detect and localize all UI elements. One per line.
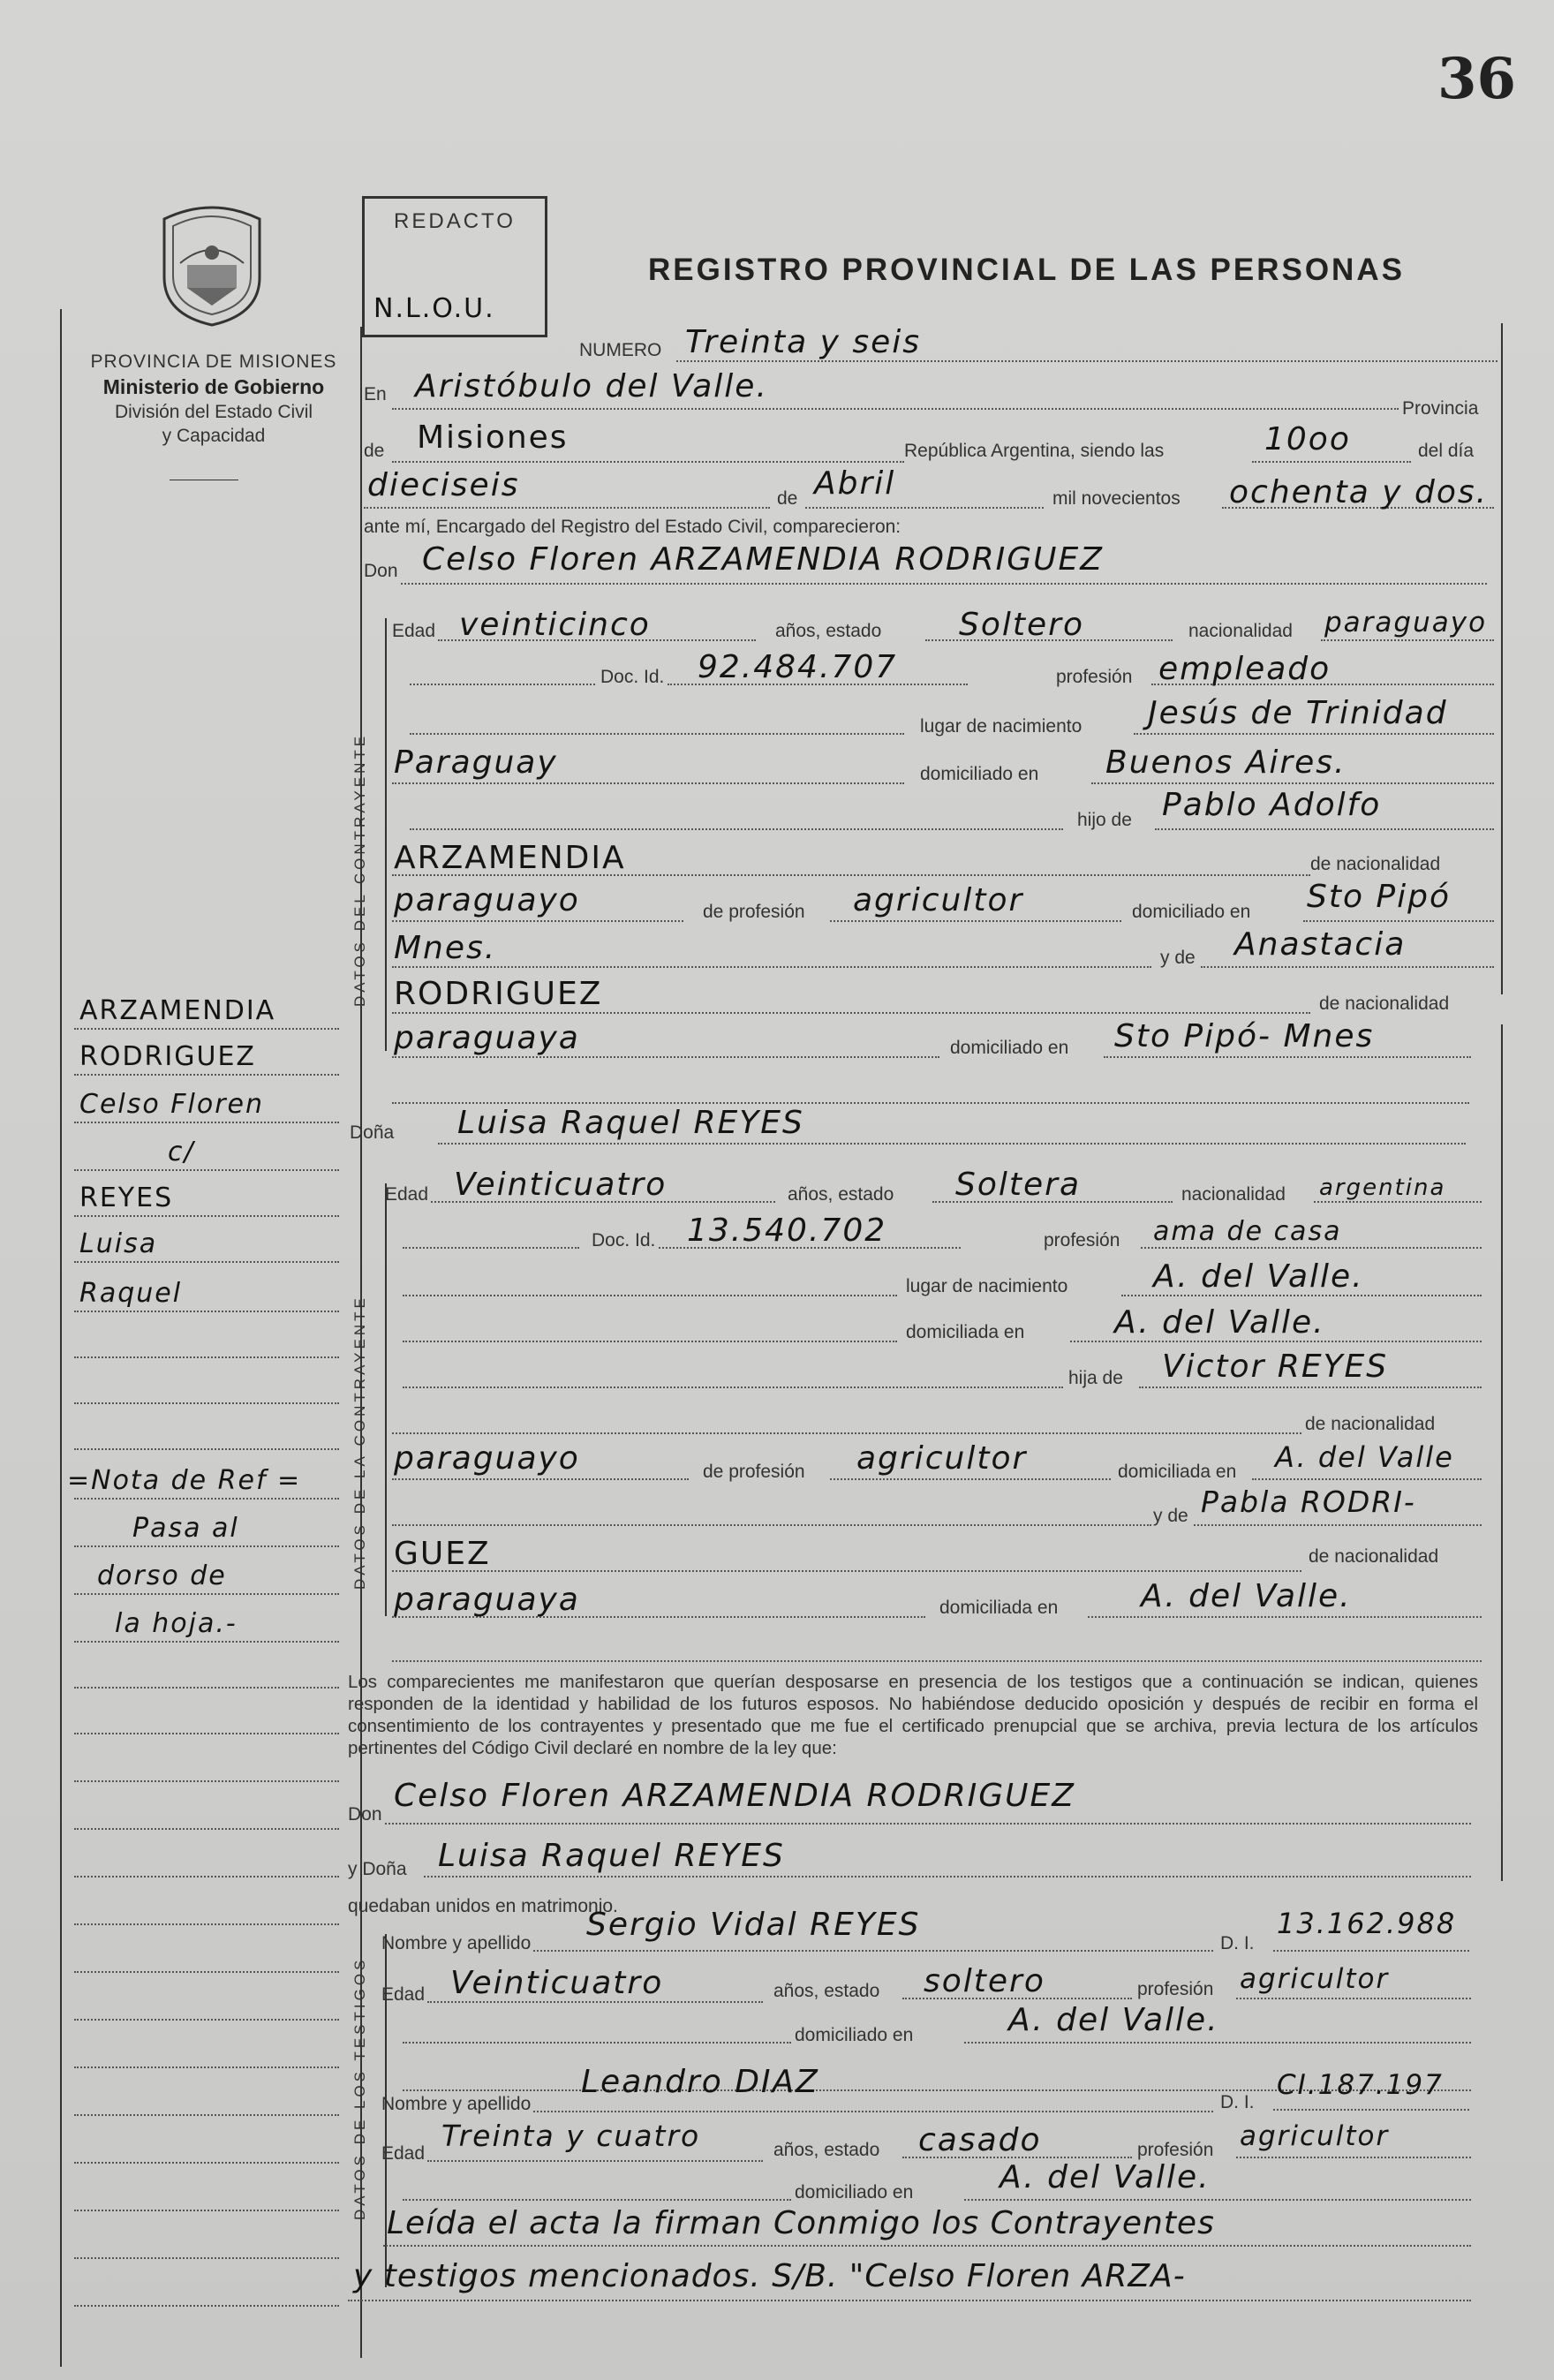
w1-name: Sergio Vidal REYES [586, 1907, 921, 1943]
republica-label: República Argentina, siendo las [904, 441, 1165, 461]
groom-padre-nac-label: de nacionalidad [1310, 854, 1441, 874]
bride-madre-1: Pabla RODRI- [1201, 1485, 1416, 1519]
w2-profesion: agricultor [1240, 2120, 1390, 2152]
closing-line-1: Leída el acta la firman Conmigo los Contrayentes [387, 2205, 1215, 2241]
bride-doc-label: Doc. Id. [592, 1230, 656, 1250]
groom-name: Celso Floren ARZAMENDIA RODRIGUEZ [422, 541, 1104, 578]
bride-padre-domic-label: domiciliada en [1118, 1462, 1237, 1482]
w2-name: Leandro DIAZ [581, 2064, 819, 2100]
w2-edad-label: Edad [381, 2143, 426, 2164]
numero-label: NUMERO [579, 340, 662, 360]
margin-line-3: Celso Floren [79, 1089, 265, 1120]
decl-unidos: quedaban unidos en matrimonio. [348, 1896, 618, 1916]
page-number: 36 [1437, 46, 1517, 112]
closing-line-2: y testigos mencionados. S/B. "Celso Floren ARZA- [353, 2258, 1186, 2294]
en-label: En [364, 384, 387, 404]
w1-edad-label: Edad [381, 1984, 426, 2005]
groom-prof-label: profesión [1056, 667, 1133, 687]
margin-line-1: ARZAMENDIA [79, 995, 276, 1026]
bride-nacionalidad: argentina [1319, 1175, 1446, 1201]
groom-domic-label: domiciliado en [920, 764, 1039, 784]
groom-madre-domic: Sto Pipó- Mnes [1114, 1018, 1375, 1054]
bride-lugar: A. del Valle. [1153, 1258, 1364, 1295]
del-dia-label: del día [1418, 441, 1475, 461]
bride-madre-nac-label: de nacionalidad [1309, 1546, 1439, 1567]
groom-nac-label: nacionalidad [1188, 621, 1293, 641]
bride-padre-domic: A. del Valle [1275, 1440, 1454, 1474]
page-title: REGISTRO PROVINCIAL DE LAS PERSONAS [648, 253, 1405, 287]
bride-estado: Soltera [955, 1167, 1082, 1203]
w1-anos-label: años, estado [773, 1981, 880, 2001]
margin-line-5: REYES [79, 1182, 174, 1213]
groom-section-label: DATOS DEL CONTRAYENTE [351, 732, 368, 1007]
w1-domic-label: domiciliado en [795, 2025, 914, 2045]
groom-nacionalidad: paraguayo [1324, 607, 1488, 638]
w2-domic-label: domiciliado en [795, 2182, 914, 2202]
bride-madre-domic: A. del Valle. [1141, 1578, 1352, 1614]
ante-label: ante mí, Encargado del Registro del Estado Civil, comparecieron: [364, 517, 901, 537]
org-province: PROVINCIA DE MISIONES [90, 351, 337, 372]
groom-profesion: empleado [1158, 651, 1331, 687]
margin-note-3: dorso de [97, 1560, 227, 1591]
w2-prof-label: profesión [1137, 2140, 1214, 2160]
org-division: División del Estado Civil [114, 402, 313, 422]
groom-madre-nac: paraguaya [394, 1020, 580, 1056]
org-capacity: y Capacidad [162, 426, 266, 446]
groom-madre-nac-label: de nacionalidad [1319, 994, 1450, 1014]
declaration-text: Los comparecientes me manifestaron que querían desposarse en presencia de los testigos que a continuación se indican, quienes responden de la identidad y habilidad de los futuros esposos. No habiéndose deducido oposición y después de recibir en forma el consentimiento de los contrayentes y presentado que me fue el certificado prenupcial que se archiva, previa lectura de los artículos pertinentes del Código Civil declaré en nombre de la ley que: [348, 1672, 1478, 1758]
bride-section-label: DATOS DE LA CONTRAYENTE [351, 1295, 368, 1590]
bride-nac-label: nacionalidad [1181, 1184, 1286, 1205]
dia-value: dieciseis [367, 467, 520, 503]
groom-anos-label: años, estado [775, 621, 882, 641]
province-seal [157, 201, 267, 327]
redacto-stamp [362, 196, 547, 337]
bride-doc: 13.540.702 [687, 1213, 887, 1249]
groom-padre-domic-label: domiciliado en [1132, 902, 1251, 922]
w1-di-label: D. I. [1220, 1933, 1255, 1953]
bride-padre-prof-label: de profesión [703, 1462, 805, 1482]
w1-profesion: agricultor [1240, 1963, 1390, 1995]
w2-nombre-label: Nombre y apellido [381, 2094, 532, 2114]
bride-name: Luisa Raquel REYES [457, 1105, 804, 1141]
groom-madre-1: Anastacia [1234, 926, 1407, 963]
margin-line-7: Raquel [79, 1278, 183, 1309]
decl-dona: Luisa Raquel REYES [438, 1838, 785, 1874]
groom-madre-2: RODRIGUEZ [394, 976, 603, 1012]
de-label: de [364, 441, 385, 461]
groom-edad-label: Edad [392, 621, 436, 641]
w1-prof-label: profesión [1137, 1979, 1214, 1999]
bride-profesion: ama de casa [1153, 1216, 1342, 1247]
bride-domicilio: A. del Valle. [1114, 1304, 1325, 1341]
hora-value: 10oo [1264, 421, 1351, 457]
org-ministry: Ministerio de Gobierno [102, 375, 325, 398]
margin-note-1: =Nota de Ref = [67, 1465, 302, 1496]
w1-nombre-label: Nombre y apellido [381, 1933, 532, 1953]
groom-padre-domic-1: Sto Pipó [1307, 879, 1452, 915]
groom-edad: veinticinco [459, 607, 651, 643]
groom-lugar-label: lugar de nacimiento [920, 716, 1083, 737]
bride-edad: Veinticuatro [454, 1167, 668, 1203]
groom-hijo-label: hijo de [1077, 810, 1132, 830]
groom-doc-label: Doc. Id. [600, 667, 665, 687]
groom-don-label: Don [364, 561, 398, 581]
bride-padre-1: Victor REYES [1162, 1349, 1389, 1385]
stamp-title: REDACTO [394, 209, 516, 233]
de-value: Misiones [417, 419, 569, 456]
decl-don-label: Don [348, 1804, 382, 1825]
bride-hija-label: hija de [1068, 1368, 1123, 1388]
bride-madre-domic-label: domiciliada en [939, 1598, 1059, 1618]
bride-padre-prof: agricultor [856, 1440, 1028, 1477]
stamp-initials: N.L.O.U. [373, 293, 495, 324]
bride-domic-label: domiciliada en [906, 1322, 1025, 1342]
w2-di: CI.187.197 [1277, 2069, 1444, 2101]
groom-estado: Soltero [959, 607, 1084, 643]
anio-label: mil novecientos [1052, 488, 1181, 509]
groom-padre-prof: agricultor [853, 882, 1024, 918]
witnesses-section-label: DATOS DE LOS TESTIGOS [351, 1956, 368, 2220]
bride-y-de-label: y de [1153, 1506, 1188, 1526]
margin-line-6: Luisa [79, 1228, 158, 1259]
bride-anos-label: años, estado [788, 1184, 894, 1205]
w2-domicilio: A. del Valle. [1000, 2159, 1211, 2195]
groom-lugar-2: Paraguay [394, 744, 558, 781]
groom-domicilio: Buenos Aires. [1105, 744, 1347, 781]
groom-doc: 92.484.707 [698, 649, 898, 685]
bride-prof-label: profesión [1044, 1230, 1120, 1250]
w1-edad: Veinticuatro [450, 1965, 664, 2001]
anio-value: ochenta y dos. [1229, 474, 1489, 510]
margin-line-2: RODRIGUEZ [79, 1041, 256, 1072]
groom-lugar: Jesús de Trinidad [1148, 695, 1448, 731]
w2-edad: Treinta y cuatro [441, 2119, 701, 2153]
numero-value: Treinta y seis [685, 324, 921, 360]
groom-padre-2: ARZAMENDIA [394, 840, 626, 876]
de-mes-label: de [777, 488, 798, 509]
bride-madre-2: GUEZ [394, 1536, 491, 1572]
groom-madre-domic-label: domiciliado en [950, 1038, 1069, 1058]
w2-di-label: D. I. [1220, 2092, 1255, 2112]
bride-dona-label: Doña [350, 1122, 395, 1143]
w2-estado: casado [918, 2122, 1042, 2158]
mes-value: Abril [814, 465, 896, 502]
margin-note-4: la hoja.- [115, 1608, 238, 1639]
bride-lugar-label: lugar de nacimiento [906, 1276, 1068, 1296]
bride-edad-label: Edad [385, 1184, 429, 1205]
w2-anos-label: años, estado [773, 2140, 880, 2160]
groom-y-de-label: y de [1160, 948, 1196, 968]
w1-estado: soltero [924, 1963, 1045, 1999]
decl-don: Celso Floren ARZAMENDIA RODRIGUEZ [394, 1778, 1075, 1814]
en-value: Aristóbulo del Valle. [415, 368, 768, 404]
groom-padre-domic-2: Mnes. [394, 930, 497, 966]
margin-line-4: c/ [168, 1137, 195, 1167]
w1-domicilio: A. del Valle. [1008, 2002, 1219, 2038]
decl-dona-label: y Doña [348, 1859, 407, 1879]
bride-padre-nac: paraguayo [394, 1440, 580, 1477]
bride-padre-nac-label: de nacionalidad [1305, 1414, 1436, 1434]
groom-padre-nac: paraguayo [394, 882, 580, 918]
groom-padre-prof-label: de profesión [703, 902, 805, 922]
groom-padre-1: Pablo Adolfo [1162, 787, 1382, 823]
w1-di: 13.162.988 [1277, 1907, 1457, 1940]
margin-note-2: Pasa al [132, 1513, 239, 1544]
bride-madre-nac: paraguaya [394, 1582, 580, 1618]
provincia-label: Provincia [1402, 398, 1479, 419]
